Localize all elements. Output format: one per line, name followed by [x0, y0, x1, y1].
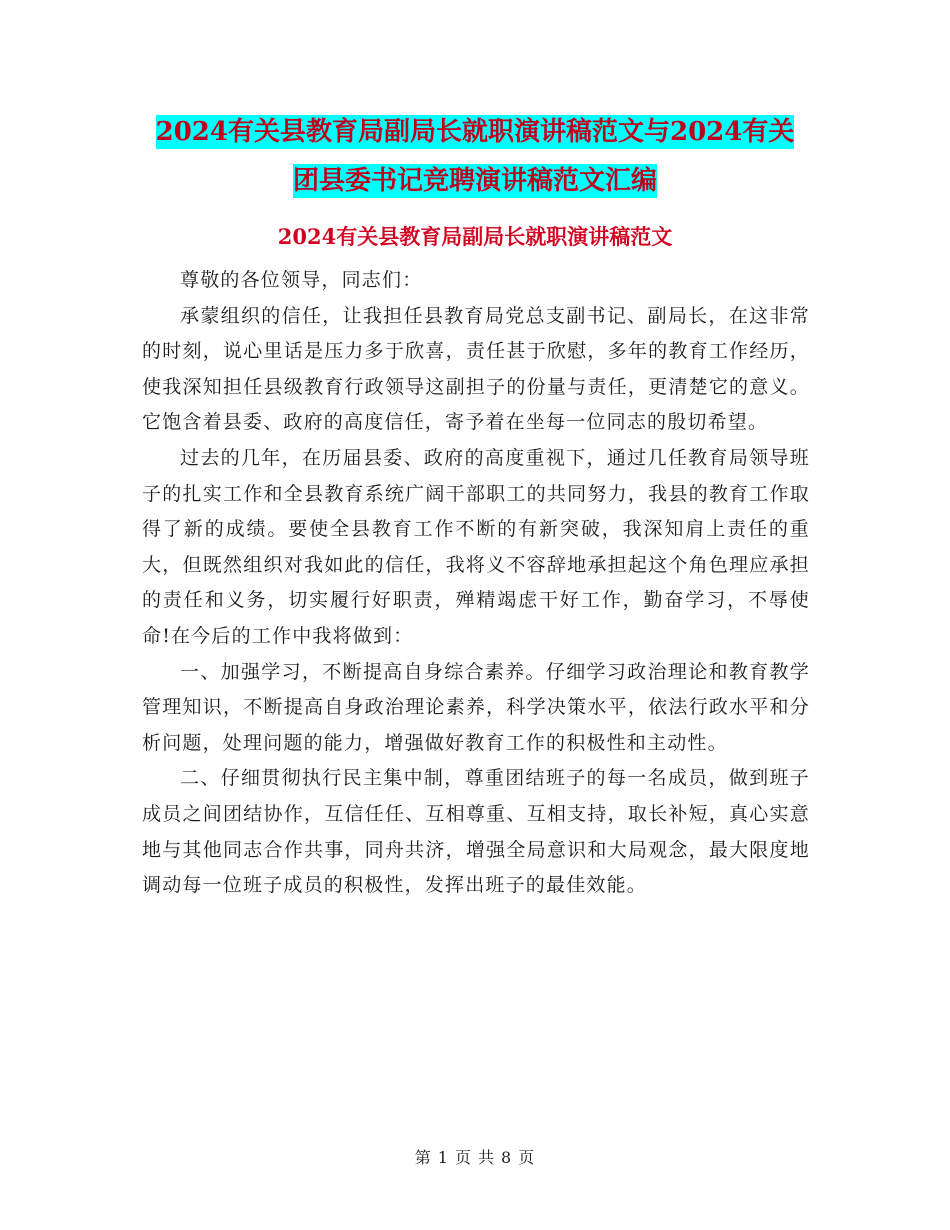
paragraph-point-one: 一、加强学习，不断提高自身综合素养。仔细学习政治理论和教育教学管理知识，不断提高自身政治理论素养，科学决策水平，依法行政水平和分析问题，处理问题的能力，增强做好教育工作的积极性和主动性。	[142, 660, 810, 754]
footer-total-unit: 页	[518, 1148, 536, 1167]
footer-page-label: 第	[414, 1148, 432, 1167]
paragraph-intro: 承蒙组织的信任，让我担任县教育局党总支副书记、副局长，在这非常的时刻，说心里话是压力多于欣喜，责任甚于欣慰，多年的教育工作经历，使我深知担任县级教育行政领导这副担子的份量与责任，更清楚它的意义。它饱含着县委、政府的高度信任，寄予着在坐每一位同志的殷切希望。	[142, 304, 810, 434]
paragraph-past-years: 过去的几年，在历届县委、政府的高度重视下，通过几任教育局领导班子的扎实工作和全县教育系统广阔干部职工的共同努力，我县的教育工作取得了新的成绩。要使全县教育工作不断的有新突破，我深知肩上责任的重大，但既然组织对我如此的信任，我将义不容辞地承担起这个角色理应承担的责任和义务，切实履行好职责，殚精竭虑干好工作，勤奋学习，不辱使命!在今后的工作中我将做到：	[142, 446, 810, 647]
footer-page-unit: 页	[454, 1148, 472, 1167]
footer-total-label: 共	[478, 1148, 496, 1167]
footer-total-pages: 8	[501, 1148, 513, 1167]
document-title-line2: 团县委书记竞聘演讲稿范文汇编	[292, 166, 657, 196]
section-title: 2024有关县教育局副局长就职演讲稿范文	[277, 224, 673, 249]
paragraph-salutation: 尊敬的各位领导，同志们：	[180, 269, 423, 291]
footer-page-number: 1	[437, 1148, 449, 1167]
paragraph-point-two: 二、仔细贯彻执行民主集中制，尊重团结班子的每一名成员，做到班子成员之间团结协作，互信任任、互相尊重、互相支持，取长补短，真心实意地与其他同志合作共事，同舟共济，增强全局意识和大局观念，最大限度地调动每一位班子成员的积极性，发挥出班子的最佳效能。	[142, 767, 810, 897]
document-body	[142, 263, 810, 904]
document-title	[140, 108, 810, 206]
page-footer	[0, 1148, 950, 1168]
document-title-line1: 2024有关县教育局副局长就职演讲稿范文与2024有关	[155, 117, 795, 147]
